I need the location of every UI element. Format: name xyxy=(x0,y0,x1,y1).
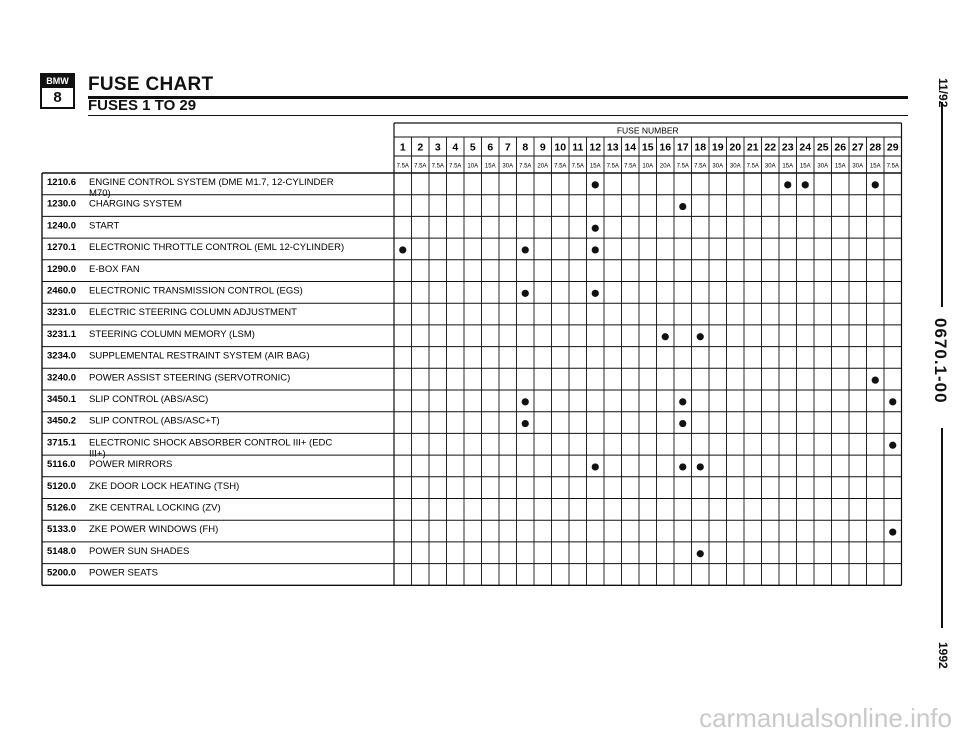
fuse-number: 22 xyxy=(764,141,777,154)
fuse-number: 5 xyxy=(469,141,476,154)
row-code: 1210.6 xyxy=(47,177,77,188)
fuse-dot xyxy=(889,442,896,449)
row-code: 2460.0 xyxy=(47,285,77,297)
fuse-rating: 15A xyxy=(589,163,601,170)
side-rule-1 xyxy=(941,102,943,307)
row-description: ZKE POWER WINDOWS (FH) xyxy=(89,524,219,536)
fuse-dot xyxy=(872,377,879,384)
row-code: 5200.0 xyxy=(47,567,77,579)
fuse-number: 25 xyxy=(816,141,829,154)
fuse-number: 6 xyxy=(487,141,494,154)
fuse-dot xyxy=(399,246,406,253)
fuse-dot xyxy=(784,181,791,188)
fuse-number: 3 xyxy=(434,141,441,154)
fuse-rating: 7.5A xyxy=(676,163,689,170)
row-description: POWER MIRRORS xyxy=(89,459,173,471)
fuse-dot xyxy=(697,550,704,557)
page-title: FUSE CHART xyxy=(88,74,214,95)
row-code: 5133.0 xyxy=(47,524,77,536)
fuse-rating: 7.5A xyxy=(519,163,532,170)
fuse-number: 8 xyxy=(522,141,529,154)
side-rule-2 xyxy=(941,428,943,628)
fuse-dot xyxy=(662,333,669,340)
fuse-rating: 7.5A xyxy=(449,163,462,170)
fuse-rating: 15A xyxy=(799,163,811,170)
fuse-number: 19 xyxy=(711,141,724,154)
fuse-rating: 30A xyxy=(502,163,514,170)
fuse-dot xyxy=(889,528,896,535)
fuse-number: 21 xyxy=(746,141,759,154)
fuse-number: 27 xyxy=(851,141,864,154)
fuse-dot xyxy=(592,181,599,188)
row-description: ELECTRIC STEERING COLUMN ADJUSTMENT xyxy=(89,307,297,319)
fuse-number: 9 xyxy=(539,141,546,154)
row-description: ELECTRONIC TRANSMISSION CONTROL (EGS) xyxy=(89,285,303,297)
fuse-number: 16 xyxy=(659,141,672,154)
row-code: 5120.0 xyxy=(47,480,77,492)
side-year: 1992 xyxy=(936,642,950,669)
row-description: ZKE CENTRAL LOCKING (ZV) xyxy=(89,502,221,514)
fuse-number: 26 xyxy=(834,141,847,154)
row-description: ZKE DOOR LOCK HEATING (TSH) xyxy=(89,480,240,492)
fuse-rating: 7.5A xyxy=(886,163,899,170)
watermark: carmanualsonline.info xyxy=(699,703,952,733)
fuse-dot xyxy=(697,463,704,470)
fuse-dot xyxy=(802,181,809,188)
logo-top-text: BMW xyxy=(42,75,73,88)
fuse-dot xyxy=(679,203,686,210)
row-code: 5126.0 xyxy=(47,502,77,514)
fuse-rating: 15A xyxy=(484,163,496,170)
row-description: STEERING COLUMN MEMORY (LSM) xyxy=(89,328,255,340)
fuse-rating: 30A xyxy=(817,163,829,170)
row-code: 1230.0 xyxy=(47,198,77,210)
fuse-number: 2 xyxy=(417,141,424,154)
fuse-dot xyxy=(889,398,896,405)
fuse-number: 18 xyxy=(694,141,707,154)
fuse-rating: 30A xyxy=(764,163,776,170)
fuse-number: 1 xyxy=(399,141,406,154)
row-code: 3231.0 xyxy=(47,307,77,319)
fuse-rating: 7.5A xyxy=(571,163,584,170)
fuse-rating: 7.5A xyxy=(554,163,567,170)
row-description: POWER ASSIST STEERING (SERVOTRONIC) xyxy=(89,372,291,384)
row-description: SUPPLEMENTAL RESTRAINT SYSTEM (AIR BAG) xyxy=(89,350,310,362)
row-code: 1270.1 xyxy=(47,242,77,254)
row-code: 3450.1 xyxy=(47,394,77,405)
fuse-dot xyxy=(522,290,529,297)
row-description: POWER SUN SHADES xyxy=(89,545,190,557)
fuse-rating: 7.5A xyxy=(606,163,619,170)
fuse-dot xyxy=(679,420,686,427)
fuse-number: 29 xyxy=(886,141,899,154)
row-description: III+) xyxy=(89,448,106,460)
fuse-rating: 7.5A xyxy=(746,163,759,170)
fuse-dot xyxy=(522,246,529,253)
fuse-dot xyxy=(592,225,599,232)
row-description: SLIP CONTROL (ABS/ASC) xyxy=(89,394,209,405)
fuse-number: 4 xyxy=(452,141,459,154)
fuse-number: 17 xyxy=(676,141,689,154)
row-description: POWER SEATS xyxy=(89,567,158,579)
fuse-rating: 30A xyxy=(729,163,741,170)
fuse-rating: 20A xyxy=(537,163,549,170)
row-code: 1240.0 xyxy=(47,220,77,232)
fuse-rating: 10A xyxy=(467,163,479,170)
side-doc-number: 0670.1-00 xyxy=(931,318,950,404)
fuse-number: 11 xyxy=(572,141,584,154)
logo-bottom-text: 8 xyxy=(53,89,62,106)
row-code: 5148.0 xyxy=(47,545,77,557)
fuse-rating: 10A xyxy=(642,163,654,170)
fuse-number: 7 xyxy=(504,141,511,154)
fuse-rating: 7.5A xyxy=(694,163,707,170)
row-description: START xyxy=(89,220,120,232)
fuse-rating: 15A xyxy=(782,163,794,170)
row-description: SLIP CONTROL (ABS/ASC+T) xyxy=(89,415,220,427)
fuse-rating: 20A xyxy=(659,163,671,170)
fuse-dot xyxy=(592,463,599,470)
fuse-dot xyxy=(592,246,599,253)
row-code: 3234.0 xyxy=(47,350,77,362)
fuse-rating: 15A xyxy=(834,163,846,170)
page-subtitle: FUSES 1 TO 29 xyxy=(88,97,197,114)
row-code: 1290.0 xyxy=(47,263,77,275)
row-code: 3231.1 xyxy=(47,328,77,340)
side-date: 11/92 xyxy=(936,78,950,108)
fuse-number: 10 xyxy=(554,141,567,154)
fuse-number: 23 xyxy=(781,141,794,154)
row-description: M70) xyxy=(89,188,111,199)
row-code: 5116.0 xyxy=(47,459,76,471)
fuse-number: 24 xyxy=(799,141,812,154)
row-code: 3240.0 xyxy=(47,372,77,384)
fuse-rating: 7.5A xyxy=(431,163,444,170)
fuse-dot xyxy=(522,420,529,427)
fuse-number: 20 xyxy=(729,141,742,154)
caption-fuse-number: FUSE NUMBER xyxy=(616,125,679,136)
fuse-dot xyxy=(592,290,599,297)
fuse-number: 12 xyxy=(589,141,602,154)
fuse-dot xyxy=(679,398,686,405)
fuse-number: 15 xyxy=(641,141,654,154)
fuse-dot xyxy=(679,463,686,470)
row-description: E-BOX FAN xyxy=(89,263,140,275)
fuse-rating: 30A xyxy=(712,163,724,170)
row-description: CHARGING SYSTEM xyxy=(89,198,182,210)
fuse-number: 13 xyxy=(606,141,619,154)
fuse-number: 14 xyxy=(624,141,637,154)
fuse-dot xyxy=(522,398,529,405)
fuse-dot xyxy=(697,333,704,340)
row-description: ELECTRONIC THROTTLE CONTROL (EML 12-CYLINDER) xyxy=(89,242,345,254)
fuse-number: 28 xyxy=(869,141,882,154)
fuse-dot xyxy=(872,181,879,188)
fuse-rating: 7.5A xyxy=(414,163,427,170)
fuse-rating: 30A xyxy=(852,163,864,170)
fuse-rating: 7.5A xyxy=(396,163,409,170)
fuse-rating: 7.5A xyxy=(624,163,637,170)
row-description: ENGINE CONTROL SYSTEM (DME M1.7, 12-CYLINDER xyxy=(89,177,334,188)
row-code: 3450.2 xyxy=(47,415,77,427)
fuse-rating: 15A xyxy=(869,163,881,170)
row-description: ELECTRONIC SHOCK ABSORBER CONTROL III+ (EDC xyxy=(89,437,333,449)
row-code: 3715.1 xyxy=(47,437,77,449)
